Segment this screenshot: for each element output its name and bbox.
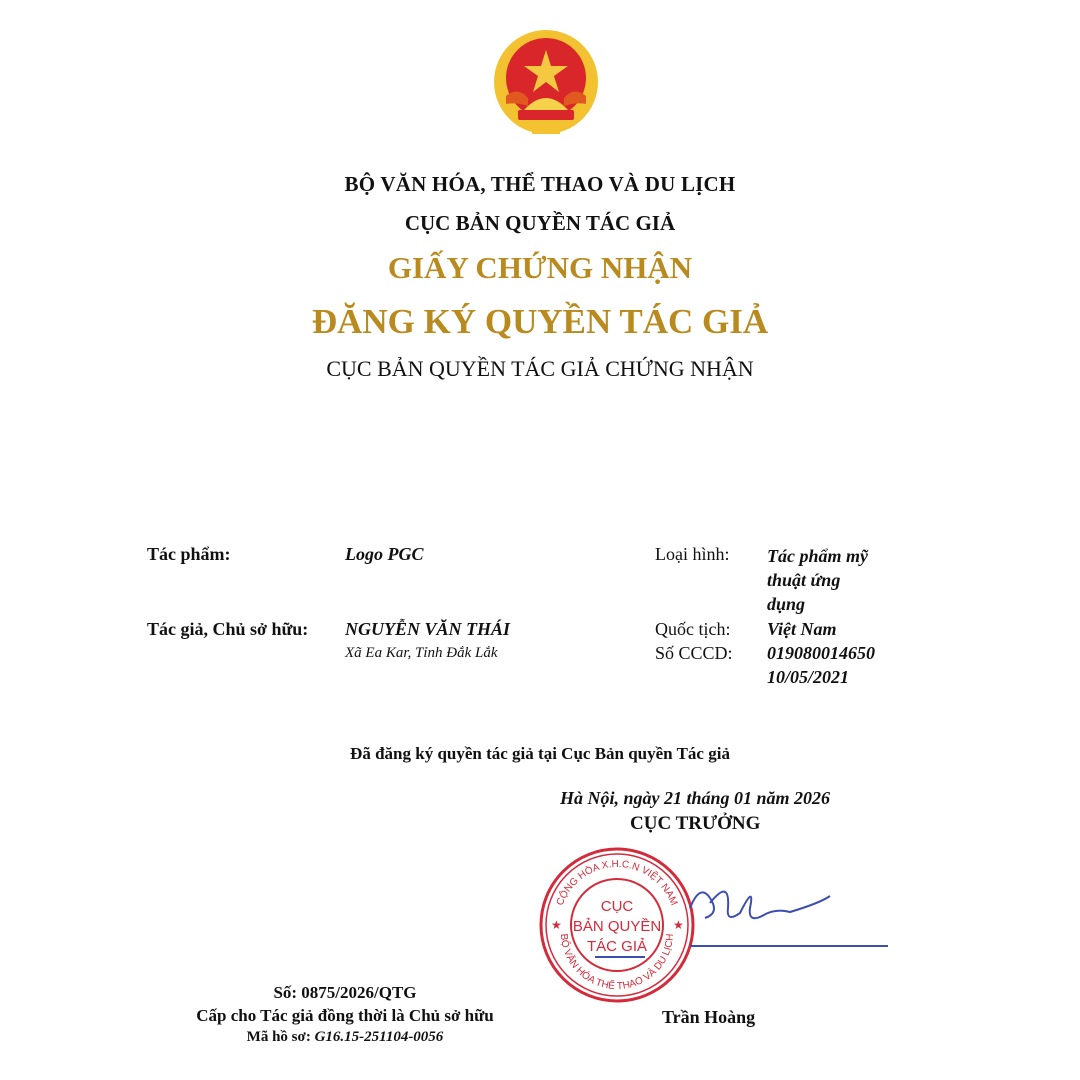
official-stamp-icon: [537, 845, 697, 1005]
type-value-line: dụng: [767, 594, 806, 614]
department-name: CỤC BẢN QUYỀN TÁC GIẢ: [404, 211, 676, 235]
svg-text:★: ★: [551, 918, 562, 932]
place-date: Hà Nội, ngày 21 tháng 01 năm 2026: [560, 788, 831, 808]
file-code-value: G16.15-251104-0056: [314, 1029, 444, 1045]
type-value: [767, 544, 868, 616]
issued-to: Cấp cho Tác giả đồng thời là Chủ sở hữu: [196, 1006, 494, 1025]
author-address: Xã Ea Kar, Tỉnh Đắk Lắk: [345, 645, 498, 661]
nationality-label: Quốc tịch:: [655, 619, 731, 639]
signer-name: Trần Hoàng: [662, 1007, 756, 1027]
id-date: 10/05/2021: [767, 667, 850, 687]
work-value: Logo PGC: [345, 544, 424, 564]
file-code: [150, 1029, 540, 1046]
id-value: 019080014650: [767, 643, 875, 663]
ministry-name: BỘ VĂN HÓA, THỂ THAO VÀ DU LỊCH: [344, 172, 736, 196]
svg-text:CỘNG HÒA X.H.C.N VIỆT NAM: CỘNG HÒA X.H.C.N VIỆT NAM: [554, 858, 680, 908]
vietnam-national-emblem-icon: [488, 26, 604, 142]
type-value-line: thuật ứng: [767, 570, 841, 590]
file-code-label: Mã hồ sơ:: [246, 1029, 311, 1045]
certificate-number: Số: 0875/2026/QTG: [273, 983, 417, 1002]
svg-text:BỘ VĂN HÓA THỂ THAO VÀ DU LỊCH: BỘ VĂN HÓA THỂ THAO VÀ DU LỊCH: [557, 933, 677, 993]
type-label: Loại hình:: [655, 544, 730, 564]
signer-title: CỤC TRƯỞNG: [630, 813, 761, 834]
work-label: Tác phẩm:: [147, 544, 231, 564]
svg-text:BẢN QUYỀN: BẢN QUYỀN: [572, 918, 662, 935]
id-label: Số CCCD:: [655, 643, 733, 663]
signature-scribble: [680, 868, 900, 958]
certificate-title-line1: GIẤY CHỨNG NHẬN: [387, 250, 693, 285]
nationality-value: Việt Nam: [767, 619, 837, 639]
author-label: Tác giả, Chủ sở hữu:: [147, 619, 309, 639]
certificate-subtitle: CỤC BẢN QUYỀN TÁC GIẢ CHỨNG NHẬN: [326, 356, 754, 381]
svg-text:★: ★: [673, 918, 684, 932]
type-value-line: Tác phẩm mỹ: [767, 546, 868, 566]
svg-text:CỤC: CỤC: [600, 898, 634, 915]
registration-statement: Đã đăng ký quyền tác giả tại Cục Bản quyền Tác giả: [350, 744, 730, 763]
certificate-title-line2: ĐĂNG KÝ QUYỀN TÁC GIẢ: [311, 302, 769, 341]
author-value: NGUYỄN VĂN THÁI: [345, 619, 511, 639]
svg-text:TÁC GIẢ: TÁC GIẢ: [586, 938, 648, 955]
